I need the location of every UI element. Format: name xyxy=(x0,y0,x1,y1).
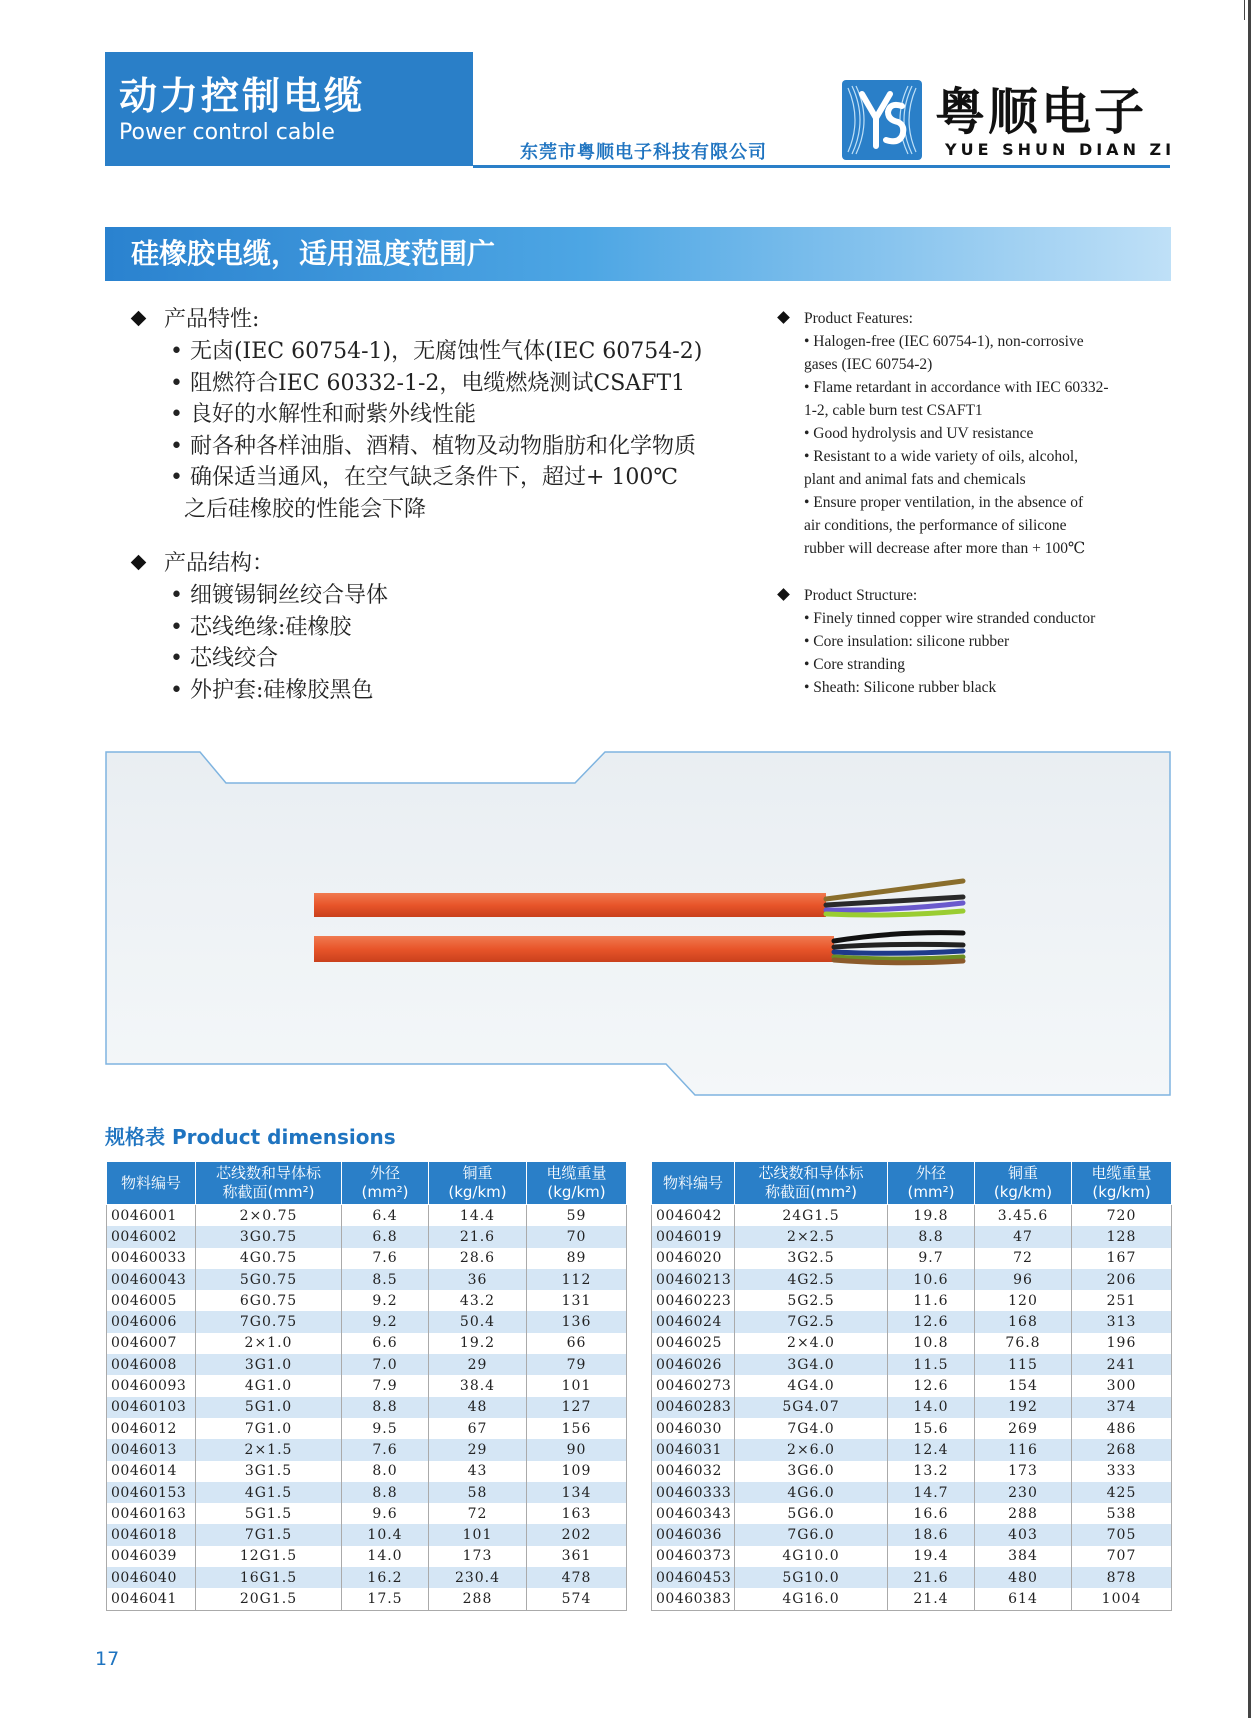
cell-weight: 196 xyxy=(1072,1333,1172,1354)
cell-copper: 173 xyxy=(429,1546,527,1567)
cell-copper: 43 xyxy=(429,1461,527,1482)
cell-diameter: 10.4 xyxy=(342,1524,429,1545)
cell-code: 00460093 xyxy=(107,1375,196,1396)
section-title: 硅橡胶电缆，适用温度范围广 xyxy=(131,237,496,270)
cell-code: 00460273 xyxy=(652,1375,735,1396)
cell-weight: 251 xyxy=(1072,1290,1172,1311)
company-name: 东莞市粤顺电子科技有限公司 xyxy=(520,142,767,163)
structure-item: • 细镀锡铜丝绞合导体 xyxy=(170,583,388,608)
cell-weight: 705 xyxy=(1072,1524,1172,1545)
cell-diameter: 7.0 xyxy=(342,1354,429,1375)
cell-code: 0046002 xyxy=(107,1226,196,1247)
col-header-code: 物料编号 xyxy=(652,1162,735,1205)
table-row xyxy=(107,1439,627,1460)
cell-diameter: 9.5 xyxy=(342,1418,429,1439)
cell-copper: 43.2 xyxy=(429,1290,527,1311)
cell-section: 6G0.75 xyxy=(196,1290,342,1311)
features-en xyxy=(777,307,1177,699)
cell-diameter: 13.2 xyxy=(888,1461,975,1482)
cell-weight: 878 xyxy=(1072,1567,1172,1588)
table-row xyxy=(107,1524,627,1545)
table-row xyxy=(107,1482,627,1503)
table-row xyxy=(652,1333,1172,1354)
cell-weight: 109 xyxy=(527,1461,627,1482)
cell-weight: 202 xyxy=(527,1524,627,1545)
cell-copper: 38.4 xyxy=(429,1375,527,1396)
cell-code: 00460283 xyxy=(652,1397,735,1418)
cell-section: 5G6.0 xyxy=(735,1503,888,1524)
cell-section: 4G4.0 xyxy=(735,1375,888,1396)
cell-copper: 480 xyxy=(975,1567,1072,1588)
table-row xyxy=(107,1546,627,1567)
table-row xyxy=(107,1588,627,1610)
structure-line-en: • Core insulation: silicone rubber xyxy=(804,633,1010,650)
cell-code: 0046036 xyxy=(652,1524,735,1545)
cell-copper: 154 xyxy=(975,1375,1072,1396)
cell-copper: 36 xyxy=(429,1269,527,1290)
cell-copper: 288 xyxy=(975,1503,1072,1524)
cell-copper: 21.6 xyxy=(429,1226,527,1247)
page-title: 动力控制电缆 xyxy=(119,74,366,118)
cell-diameter: 16.6 xyxy=(888,1503,975,1524)
cell-weight: 90 xyxy=(527,1439,627,1460)
cell-diameter: 10.8 xyxy=(888,1333,975,1354)
cell-code: 0046025 xyxy=(652,1333,735,1354)
cell-copper: 72 xyxy=(975,1248,1072,1269)
spec-table-left-body xyxy=(107,1205,627,1611)
cell-section: 7G4.0 xyxy=(735,1418,888,1439)
feature-item: • 阻燃符合IEC 60332-1-2，电缆燃烧测试CSAFT1 xyxy=(170,370,686,396)
table-row xyxy=(652,1546,1172,1567)
page-number: 17 xyxy=(95,1648,120,1670)
cell-diameter: 11.6 xyxy=(888,1290,975,1311)
structure-heading-en-text: Product Structure: xyxy=(804,587,918,604)
feature-line-en: • Ensure proper ventilation, in the absence of xyxy=(804,494,1084,511)
col-header-weight: 电缆重量 (kg/km) xyxy=(1072,1162,1172,1205)
cell-copper: 28.6 xyxy=(429,1248,527,1269)
cell-diameter: 10.6 xyxy=(888,1269,975,1290)
cell-copper: 14.4 xyxy=(429,1205,527,1227)
cell-code: 00460333 xyxy=(652,1482,735,1503)
cell-diameter: 16.2 xyxy=(342,1567,429,1588)
cell-diameter: 17.5 xyxy=(342,1588,429,1610)
diamond-bullet-icon xyxy=(131,555,147,571)
col-header-section: 芯线数和导体标 称截面(mm²) xyxy=(196,1162,342,1205)
cell-section: 5G2.5 xyxy=(735,1290,888,1311)
table-row xyxy=(652,1248,1172,1269)
cell-section: 3G0.75 xyxy=(196,1226,342,1247)
cell-section: 16G1.5 xyxy=(196,1567,342,1588)
cell-section: 4G0.75 xyxy=(196,1248,342,1269)
cell-diameter: 12.6 xyxy=(888,1311,975,1332)
cell-section: 4G2.5 xyxy=(735,1269,888,1290)
cell-weight: 574 xyxy=(527,1588,627,1610)
cell-copper: 384 xyxy=(975,1546,1072,1567)
cell-copper: 230.4 xyxy=(429,1567,527,1588)
cell-section: 7G0.75 xyxy=(196,1311,342,1332)
col-header-diameter: 外径 (mm²) xyxy=(342,1162,429,1205)
cell-copper: 72 xyxy=(429,1503,527,1524)
cell-diameter: 8.8 xyxy=(342,1397,429,1418)
cell-weight: 136 xyxy=(527,1311,627,1332)
cell-code: 00460213 xyxy=(652,1269,735,1290)
cell-code: 0046030 xyxy=(652,1418,735,1439)
cell-copper: 58 xyxy=(429,1482,527,1503)
table-row xyxy=(652,1439,1172,1460)
ys-logo-icon xyxy=(842,80,922,160)
cell-diameter: 14.0 xyxy=(342,1546,429,1567)
cable-orange-upper xyxy=(314,893,826,917)
features-heading-en xyxy=(777,307,1177,330)
cell-copper: 230 xyxy=(975,1482,1072,1503)
col-header-code: 物料编号 xyxy=(107,1162,196,1205)
cell-diameter: 12.4 xyxy=(888,1439,975,1460)
brand-name-en: YUE SHUN DIAN ZI xyxy=(945,140,1176,159)
cell-section: 12G1.5 xyxy=(196,1546,342,1567)
table-row xyxy=(107,1226,627,1247)
table-row xyxy=(652,1226,1172,1247)
table-row xyxy=(652,1354,1172,1375)
structure-item: • 芯线绞合 xyxy=(170,646,278,671)
cell-copper: 29 xyxy=(429,1439,527,1460)
cell-copper: 288 xyxy=(429,1588,527,1610)
table-row xyxy=(107,1205,627,1227)
page-subtitle: Power control cable xyxy=(119,120,335,145)
feature-item: • 无卤(IEC 60754-1)，无腐蚀性气体(IEC 60754-2) xyxy=(170,339,703,364)
cell-weight: 89 xyxy=(527,1248,627,1269)
cell-section: 2×0.75 xyxy=(196,1205,342,1227)
cell-copper: 614 xyxy=(975,1588,1072,1610)
feature-line-en: 1-2, cable burn test CSAFT1 xyxy=(804,402,983,419)
cell-section: 7G1.0 xyxy=(196,1418,342,1439)
table-row xyxy=(652,1397,1172,1418)
table-row xyxy=(652,1418,1172,1439)
features-heading-text: 产品特性: xyxy=(164,307,260,332)
cell-weight: 206 xyxy=(1072,1269,1172,1290)
spec-table-left xyxy=(106,1161,627,1611)
cell-diameter: 18.6 xyxy=(888,1524,975,1545)
cell-diameter: 11.5 xyxy=(888,1354,975,1375)
cell-weight: 333 xyxy=(1072,1461,1172,1482)
cell-code: 00460373 xyxy=(652,1546,735,1567)
cell-code: 0046005 xyxy=(107,1290,196,1311)
cell-section: 20G1.5 xyxy=(196,1588,342,1610)
cell-section: 3G2.5 xyxy=(735,1248,888,1269)
cell-copper: 19.2 xyxy=(429,1333,527,1354)
table-row xyxy=(652,1290,1172,1311)
cell-diameter: 9.6 xyxy=(342,1503,429,1524)
product-photo xyxy=(105,751,1171,1096)
col-header-copper: 铜重 (kg/km) xyxy=(429,1162,527,1205)
table-row xyxy=(107,1397,627,1418)
diamond-bullet-icon xyxy=(131,311,147,327)
cell-code: 0046012 xyxy=(107,1418,196,1439)
cell-copper: 120 xyxy=(975,1290,1072,1311)
cell-code: 0046042 xyxy=(652,1205,735,1227)
cell-weight: 131 xyxy=(527,1290,627,1311)
cell-copper: 29 xyxy=(429,1354,527,1375)
cell-diameter: 15.6 xyxy=(888,1418,975,1439)
feature-line-en: air conditions, the performance of silicone xyxy=(804,517,1067,534)
title-box xyxy=(105,52,473,166)
feature-line-en: • Flame retardant in accordance with IEC 60332- xyxy=(804,379,1109,396)
cell-code: 00460453 xyxy=(652,1567,735,1588)
cell-code: 0046040 xyxy=(107,1567,196,1588)
cell-section: 2×4.0 xyxy=(735,1333,888,1354)
cell-weight: 59 xyxy=(527,1205,627,1227)
table-row xyxy=(107,1311,627,1332)
cell-section: 3G4.0 xyxy=(735,1354,888,1375)
spec-table-right-body xyxy=(652,1205,1172,1611)
table-row xyxy=(107,1290,627,1311)
structure-line-en: • Core stranding xyxy=(804,656,905,673)
cell-copper: 192 xyxy=(975,1397,1072,1418)
cell-section: 3G6.0 xyxy=(735,1461,888,1482)
cell-diameter: 7.6 xyxy=(342,1248,429,1269)
cell-diameter: 8.8 xyxy=(342,1482,429,1503)
cell-weight: 300 xyxy=(1072,1375,1172,1396)
cell-code: 00460043 xyxy=(107,1269,196,1290)
cell-copper: 96 xyxy=(975,1269,1072,1290)
cell-diameter: 14.0 xyxy=(888,1397,975,1418)
cable-orange-lower xyxy=(314,936,834,962)
cell-section: 3G1.0 xyxy=(196,1354,342,1375)
cell-section: 3G1.5 xyxy=(196,1461,342,1482)
cell-weight: 101 xyxy=(527,1375,627,1396)
cell-code: 00460383 xyxy=(652,1588,735,1610)
table-row xyxy=(652,1588,1172,1610)
table-row xyxy=(652,1524,1172,1545)
cell-weight: 361 xyxy=(527,1546,627,1567)
cell-section: 5G1.5 xyxy=(196,1503,342,1524)
table-row xyxy=(107,1503,627,1524)
cell-weight: 538 xyxy=(1072,1503,1172,1524)
cell-section: 7G1.5 xyxy=(196,1524,342,1545)
cell-copper: 173 xyxy=(975,1461,1072,1482)
page-edge-rule xyxy=(1248,0,1251,1718)
cell-copper: 47 xyxy=(975,1226,1072,1247)
cell-code: 0046041 xyxy=(107,1588,196,1610)
cell-diameter: 9.7 xyxy=(888,1248,975,1269)
cell-weight: 112 xyxy=(527,1269,627,1290)
cell-diameter: 21.4 xyxy=(888,1588,975,1610)
header-divider xyxy=(473,165,1170,168)
cell-diameter: 9.2 xyxy=(342,1311,429,1332)
feature-line-en: rubber will decrease after more than + 100℃ xyxy=(804,540,1086,557)
cell-code: 0046019 xyxy=(652,1226,735,1247)
cell-diameter: 6.6 xyxy=(342,1333,429,1354)
cell-copper: 403 xyxy=(975,1524,1072,1545)
structure-item: • 外护套:硅橡胶黑色 xyxy=(170,677,374,703)
feature-item: • 确保适当通风，在空气缺乏条件下，超过+ 100℃ xyxy=(170,465,678,490)
structure-line-en: • Sheath: Silicone rubber black xyxy=(804,679,997,696)
cell-copper: 67 xyxy=(429,1418,527,1439)
cell-copper: 101 xyxy=(429,1524,527,1545)
section-banner xyxy=(105,227,1171,281)
structure-heading-text: 产品结构： xyxy=(164,551,275,576)
cell-code: 00460103 xyxy=(107,1397,196,1418)
cell-code: 0046032 xyxy=(652,1461,735,1482)
cell-section: 2×1.5 xyxy=(196,1439,342,1460)
cell-section: 5G1.0 xyxy=(196,1397,342,1418)
col-header-copper: 铜重 (kg/km) xyxy=(975,1162,1072,1205)
cell-diameter: 19.8 xyxy=(888,1205,975,1227)
cell-code: 0046014 xyxy=(107,1461,196,1482)
cell-weight: 66 xyxy=(527,1333,627,1354)
table-row xyxy=(107,1418,627,1439)
cell-diameter: 8.8 xyxy=(888,1226,975,1247)
feature-item-continued: 之后硅橡胶的性能会下降 xyxy=(184,496,427,522)
table-row xyxy=(107,1461,627,1482)
cell-weight: 720 xyxy=(1072,1205,1172,1227)
cell-code: 00460153 xyxy=(107,1482,196,1503)
cell-section: 5G10.0 xyxy=(735,1567,888,1588)
cell-weight: 241 xyxy=(1072,1354,1172,1375)
cell-diameter: 21.6 xyxy=(888,1567,975,1588)
table-row xyxy=(107,1375,627,1396)
cell-diameter: 14.7 xyxy=(888,1482,975,1503)
cell-section: 4G10.0 xyxy=(735,1546,888,1567)
cell-diameter: 7.9 xyxy=(342,1375,429,1396)
cell-section: 4G1.5 xyxy=(196,1482,342,1503)
table-row xyxy=(107,1567,627,1588)
spec-table-right xyxy=(651,1161,1172,1611)
cell-weight: 70 xyxy=(527,1226,627,1247)
diamond-bullet-icon xyxy=(777,588,790,601)
cell-code: 00460033 xyxy=(107,1248,196,1269)
col-header-diameter: 外径 (mm²) xyxy=(888,1162,975,1205)
cell-weight: 1004 xyxy=(1072,1588,1172,1610)
col-header-section: 芯线数和导体标 称截面(mm²) xyxy=(735,1162,888,1205)
feature-item: • 良好的水解性和耐紫外线性能 xyxy=(170,402,476,427)
structure-heading-en xyxy=(777,584,1177,607)
table-row xyxy=(652,1503,1172,1524)
cell-section: 24G1.5 xyxy=(735,1205,888,1227)
cell-weight: 79 xyxy=(527,1354,627,1375)
diamond-bullet-icon xyxy=(777,311,790,324)
cell-copper: 50.4 xyxy=(429,1311,527,1332)
cell-code: 0046018 xyxy=(107,1524,196,1545)
spec-title: 规格表 Product dimensions xyxy=(105,1125,396,1149)
cell-weight: 707 xyxy=(1072,1546,1172,1567)
table-row xyxy=(107,1269,627,1290)
cell-code: 00460223 xyxy=(652,1290,735,1311)
cell-diameter: 6.8 xyxy=(342,1226,429,1247)
cell-copper: 76.8 xyxy=(975,1333,1072,1354)
cell-code: 00460343 xyxy=(652,1503,735,1524)
cell-weight: 478 xyxy=(527,1567,627,1588)
cell-code: 0046031 xyxy=(652,1439,735,1460)
cell-weight: 486 xyxy=(1072,1418,1172,1439)
table-row xyxy=(107,1354,627,1375)
cell-code: 00460163 xyxy=(107,1503,196,1524)
cell-code: 0046006 xyxy=(107,1311,196,1332)
cell-diameter: 19.4 xyxy=(888,1546,975,1567)
cell-weight: 163 xyxy=(527,1503,627,1524)
cell-code: 0046013 xyxy=(107,1439,196,1460)
structure-heading xyxy=(130,548,770,580)
cell-section: 7G2.5 xyxy=(735,1311,888,1332)
cell-weight: 374 xyxy=(1072,1397,1172,1418)
brand-name: 粤顺电子 xyxy=(935,83,1147,141)
table-row xyxy=(652,1461,1172,1482)
cell-weight: 425 xyxy=(1072,1482,1172,1503)
crop-mark xyxy=(1244,0,1245,20)
cell-diameter: 7.6 xyxy=(342,1439,429,1460)
cell-code: 0046008 xyxy=(107,1354,196,1375)
cell-copper: 116 xyxy=(975,1439,1072,1460)
cell-code: 0046001 xyxy=(107,1205,196,1227)
cell-copper: 168 xyxy=(975,1311,1072,1332)
table-row xyxy=(652,1269,1172,1290)
feature-line-en: gases (IEC 60754-2) xyxy=(804,356,933,373)
cell-copper: 48 xyxy=(429,1397,527,1418)
cell-code: 0046026 xyxy=(652,1354,735,1375)
table-row xyxy=(652,1482,1172,1503)
features-cn xyxy=(130,304,770,706)
cell-weight: 268 xyxy=(1072,1439,1172,1460)
cell-diameter: 6.4 xyxy=(342,1205,429,1227)
cell-section: 4G1.0 xyxy=(196,1375,342,1396)
cell-weight: 127 xyxy=(527,1397,627,1418)
cell-section: 2×2.5 xyxy=(735,1226,888,1247)
table-row xyxy=(652,1567,1172,1588)
cell-diameter: 9.2 xyxy=(342,1290,429,1311)
table-row xyxy=(652,1311,1172,1332)
cell-code: 0046020 xyxy=(652,1248,735,1269)
features-heading-en-text: Product Features: xyxy=(804,310,913,327)
table-row xyxy=(107,1333,627,1354)
features-heading xyxy=(130,304,770,336)
cell-section: 5G0.75 xyxy=(196,1269,342,1290)
cell-weight: 313 xyxy=(1072,1311,1172,1332)
cell-section: 5G4.07 xyxy=(735,1397,888,1418)
table-row xyxy=(107,1248,627,1269)
feature-line-en: • Resistant to a wide variety of oils, alcohol, xyxy=(804,448,1079,465)
col-header-weight: 电缆重量 (kg/km) xyxy=(527,1162,627,1205)
cell-weight: 134 xyxy=(527,1482,627,1503)
cell-diameter: 8.0 xyxy=(342,1461,429,1482)
feature-line-en: • Good hydrolysis and UV resistance xyxy=(804,425,1034,442)
cell-copper: 3.45.6 xyxy=(975,1205,1072,1227)
cell-code: 0046039 xyxy=(107,1546,196,1567)
feature-line-en: plant and animal fats and chemicals xyxy=(804,471,1026,488)
cell-weight: 156 xyxy=(527,1418,627,1439)
cell-copper: 269 xyxy=(975,1418,1072,1439)
table-row xyxy=(652,1375,1172,1396)
feature-item: • 耐各种各样油脂、酒精、植物及动物脂肪和化学物质 xyxy=(170,433,696,459)
structure-line-en: • Finely tinned copper wire stranded conductor xyxy=(804,610,1096,627)
cell-section: 4G16.0 xyxy=(735,1588,888,1610)
cell-section: 7G6.0 xyxy=(735,1524,888,1545)
cell-diameter: 8.5 xyxy=(342,1269,429,1290)
cell-weight: 167 xyxy=(1072,1248,1172,1269)
feature-line-en: • Halogen-free (IEC 60754-1), non-corrosive xyxy=(804,333,1084,350)
cell-code: 0046007 xyxy=(107,1333,196,1354)
cell-code: 0046024 xyxy=(652,1311,735,1332)
structure-item: • 芯线绝缘:硅橡胶 xyxy=(170,614,352,640)
cell-weight: 128 xyxy=(1072,1226,1172,1247)
cell-copper: 115 xyxy=(975,1354,1072,1375)
cell-diameter: 12.6 xyxy=(888,1375,975,1396)
table-row xyxy=(652,1205,1172,1227)
cell-section: 4G6.0 xyxy=(735,1482,888,1503)
cell-section: 2×1.0 xyxy=(196,1333,342,1354)
cell-section: 2×6.0 xyxy=(735,1439,888,1460)
